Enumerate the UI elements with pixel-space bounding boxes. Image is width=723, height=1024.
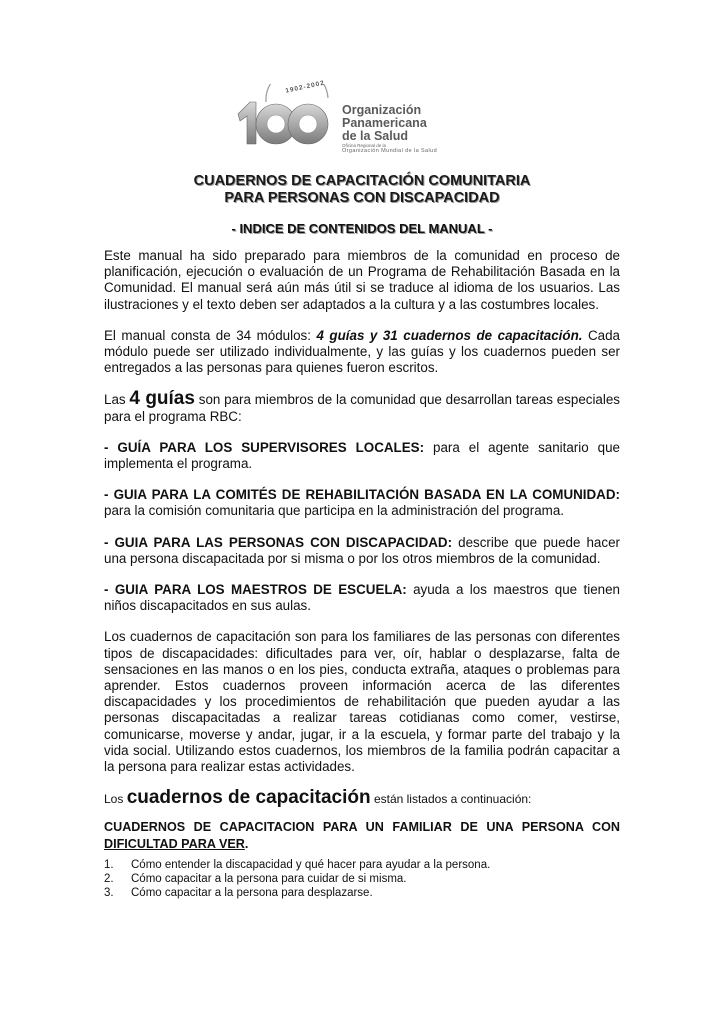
ops-logo [236, 79, 450, 154]
section-heading-part3: . [244, 836, 249, 851]
list-item-text: Cómo capacitar a la persona para desplazarse. [131, 886, 373, 899]
guide-label: - GUÍA PARA LOS SUPERVISORES LOCALES: [104, 439, 425, 455]
document-body [104, 248, 620, 900]
guide-item [104, 535, 620, 567]
modules-paragraph [104, 328, 620, 377]
title-block [104, 173, 620, 236]
workbooks-intro-after: están listados a continuación: [370, 792, 532, 807]
section-heading-part1: CUADERNOS DE CAPACITACION PARA UN FAMILIAR DE UNA PERSONA CON [104, 820, 620, 835]
document-subtitle: - INDICE DE CONTENIDOS DEL MANUAL - [231, 221, 493, 236]
guides-intro-big: 4 guías [129, 388, 195, 410]
intro-paragraph: Este manual ha sido preparado para miembros de la comunidad en proceso de planificación, ejecución o evaluación de un Programa de Rehabilitación Basada en la Comunidad. El manual será aún más útil si se traduce al idioma de los usuarios. Las ilustraciones y el texto deben ser adaptados a la cultura y a las costumbres locales. [104, 248, 620, 312]
guides-intro-before: Las [104, 392, 130, 408]
guide-text: para la comisión comunitaria que participa en la administración del programa. [104, 503, 564, 519]
org-name-line2: Panamericana [342, 116, 427, 130]
org-name-line3: de la Salud [342, 129, 408, 143]
section-heading [104, 819, 620, 851]
workbooks-intro [104, 787, 620, 809]
list-item-text: Cómo entender la discapacidad y qué hacer para ayudar a la persona. [131, 858, 491, 871]
workbooks-intro-before: Los [104, 792, 127, 807]
modules-text-after: Cada módulo puede ser utilizado individualmente, y las guías y los cuadernos pueden ser entregados a las personas para quienes fueron escritos. [104, 327, 621, 376]
section-heading-underlined: DIFICULTAD PARA VER [104, 836, 245, 851]
list-item-number: 3. [104, 886, 114, 899]
workbook-list [104, 858, 620, 900]
list-item-text: Cómo capacitar a la persona para cuidar de si misma. [131, 872, 407, 885]
org-small-line1: Oficina Regional de la [342, 143, 387, 148]
list-item-number: 2. [104, 872, 114, 885]
modules-text-before: El manual consta de 34 módulos: [104, 327, 317, 343]
workbooks-intro-big: cuadernos de capacitación [126, 787, 371, 809]
guide-text: describe que puede hacer una persona discapacitada por si misma o por los otros miembros de la comunidad. [104, 534, 620, 566]
guide-label: - GUIA PARA LOS MAESTROS DE ESCUELA: [104, 582, 407, 598]
org-name [342, 104, 427, 143]
guide-text: ayuda a los maestros que tienen niños discapacitados en sus aulas. [104, 582, 620, 614]
logo-years: 1902-2002 [284, 79, 326, 95]
document-title-line1: CUADERNOS DE CAPACITACIÓN COMUNITARIA [193, 173, 531, 189]
guide-label: - GUIA PARA LA COMITÉS DE REHABILITACIÓN BASADA EN LA COMUNIDAD: [104, 487, 620, 503]
document-title-line2: PARA PERSONAS CON DISCAPACIDAD [224, 190, 500, 206]
guide-item [104, 487, 620, 519]
org-small-line2: Organización Mundial de la Salud [342, 148, 438, 154]
list-item [104, 872, 620, 886]
guides-intro-paragraph [104, 388, 620, 424]
guide-label: - GUIA PARA LAS PERSONAS CON DISCAPACIDAD: [104, 534, 453, 550]
org-name-line1: Organización [342, 103, 422, 117]
guide-item [104, 440, 620, 472]
modules-emphasis: 4 guías y 31 cuadernos de capacitación. [316, 327, 583, 343]
guides-intro-after: son para miembros de la comunidad que desarrollan tareas especiales para el programa RBC: [104, 392, 620, 424]
list-item-number: 1. [104, 858, 114, 871]
guide-text: para el agente sanitario que implementa el programa. [104, 439, 620, 472]
workbooks-paragraph: Los cuadernos de capacitación son para los familiares de las personas con diferentes tipos de discapacidades: dificultades para ver, oír, hablar o desplazarse, falta de sensaciones en las manos o en los pies, conducta extraña, ataques o problemas para aprender. Estos cuadernos proveen información acerca de las diferentes discapacidades y los procedimientos de rehabilitación que pueden ayudar a las personas discapacitadas a realizar tareas cotidianas como comer, vestirse, comunicarse, moverse y andar, jugar, ir a la escuela, y formar parte del trabajo y la vida social. Utilizando estos cuadernos, los miembros de la familia podrán capacitar a la persona para realizar estas actividades. [104, 629, 620, 775]
list-item [104, 858, 620, 872]
list-item [104, 886, 620, 900]
guide-item [104, 582, 620, 614]
